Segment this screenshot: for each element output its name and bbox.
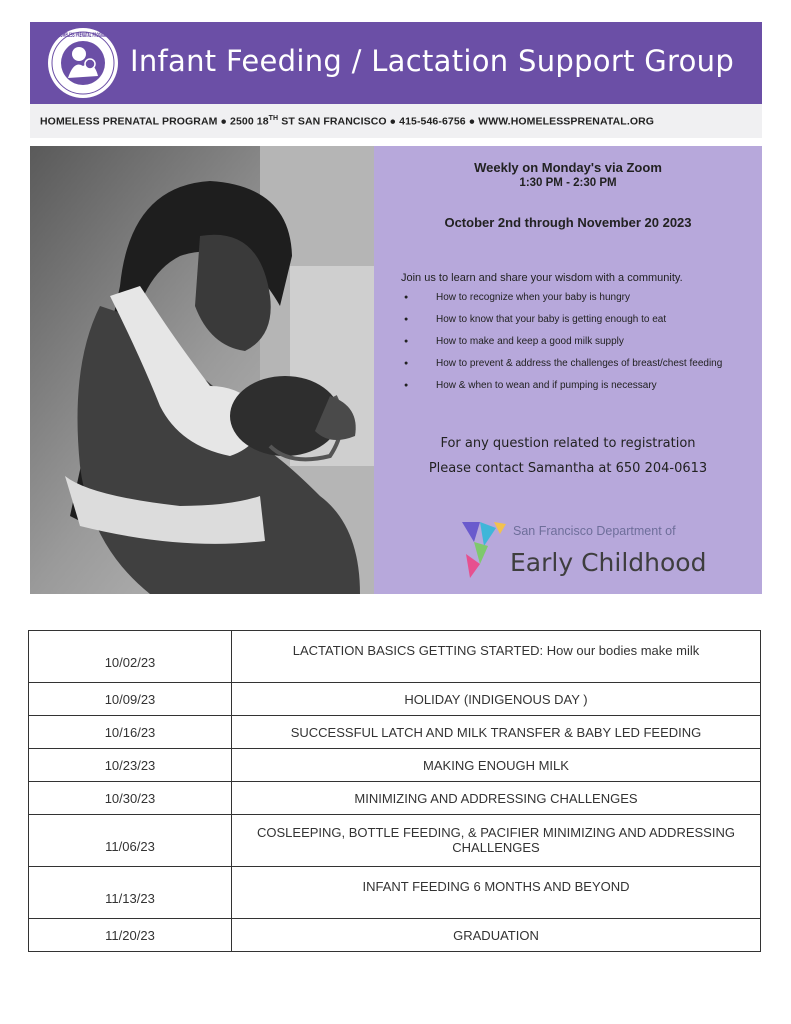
session-date: 10/30/23: [29, 782, 232, 815]
sf-dec-logo-icon: [460, 520, 508, 580]
list-item: ● How to make and keep a good milk supply: [404, 335, 736, 348]
session-date: 10/16/23: [29, 716, 232, 749]
table-row: [29, 749, 761, 782]
session-topic: SUCCESSFUL LATCH AND MILK TRANSFER & BABY LED FEEDING: [232, 716, 761, 749]
address-suffix: TH: [268, 115, 279, 122]
info-bar: [30, 104, 762, 138]
logo-text-top: HOMELESS PRENATAL PROGRAM: [58, 31, 108, 39]
page-title: Infant Feeding / Lactation Support Group: [130, 44, 735, 78]
session-date: 10/23/23: [29, 749, 232, 782]
session-topic: MINIMIZING AND ADDRESSING CHALLENGES: [232, 782, 761, 815]
address-street: ST SAN FRANCISCO: [281, 115, 387, 128]
session-topic: MAKING ENOUGH MILK: [232, 749, 761, 782]
session-date: 10/02/23: [29, 631, 232, 683]
header-banner: [30, 22, 762, 104]
table-row: [29, 867, 761, 919]
breastfeeding-photo: [30, 146, 374, 594]
date-range: October 2nd through November 20 2023: [444, 215, 692, 230]
website[interactable]: WWW.HOMELESSPRENATAL.ORG: [478, 115, 655, 128]
table-row: [29, 782, 761, 815]
table-row: [29, 631, 761, 683]
schedule-frequency: Weekly on Monday's via Zoom: [474, 160, 662, 175]
session-topic: GRADUATION: [232, 919, 761, 952]
intro-text: Join us to learn and share your wisdom with a community.: [401, 272, 683, 284]
photo-illustration: [30, 146, 374, 594]
address-number: 2500 18: [230, 115, 269, 128]
table-row: [29, 815, 761, 867]
session-date: 10/09/23: [29, 683, 232, 716]
table-row: [29, 683, 761, 716]
contact-line: HOMELESS PRENATAL PROGRAM ● 2500 18TH ST SAN FRANCISCO ● 415-546-6756 ● WWW.HOMELESSPRENATAL.ORG: [40, 115, 655, 128]
registration-question: For any question related to registration: [440, 436, 696, 451]
list-item: ● How & when to wean and if pumping is necessary: [404, 379, 736, 392]
org-name: HOMELESS PRENATAL PROGRAM: [40, 115, 218, 128]
topics-list: [404, 291, 736, 401]
session-topic: LACTATION BASICS GETTING STARTED: How our bodies make milk: [232, 631, 761, 683]
table-row: [29, 716, 761, 749]
session-topic-holiday: HOLIDAY (INDIGENOUS DAY ): [232, 683, 761, 716]
event-info-panel: [374, 146, 762, 594]
list-item: ● How to know that your baby is getting enough to eat: [404, 313, 736, 326]
phone-number: 415-546-6756: [399, 115, 466, 128]
registration-contact: Please contact Samantha at 650 204-0613: [428, 461, 708, 476]
sf-early-childhood-logo: [460, 516, 730, 586]
list-item: ● How to prevent & address the challenges of breast/chest feeding: [404, 357, 736, 370]
session-date: 11/06/23: [29, 815, 232, 867]
sf-dept-text: San Francisco Department of: [513, 524, 676, 538]
homeless-prenatal-logo: [46, 26, 120, 100]
session-topic: COSLEEPING, BOTTLE FEEDING, & PACIFIER MINIMIZING AND ADDRESSING CHALLENGES: [232, 815, 761, 867]
session-topic: INFANT FEEDING 6 MONTHS AND BEYOND: [232, 867, 761, 919]
session-time: 1:30 PM - 2:30 PM: [519, 177, 617, 189]
early-childhood-text: Early Childhood: [510, 548, 707, 577]
session-date: 11/20/23: [29, 919, 232, 952]
schedule-table: [28, 630, 761, 952]
list-item: ● How to recognize when your baby is hungry: [404, 291, 736, 304]
table-row: [29, 919, 761, 952]
session-date: 11/13/23: [29, 867, 232, 919]
